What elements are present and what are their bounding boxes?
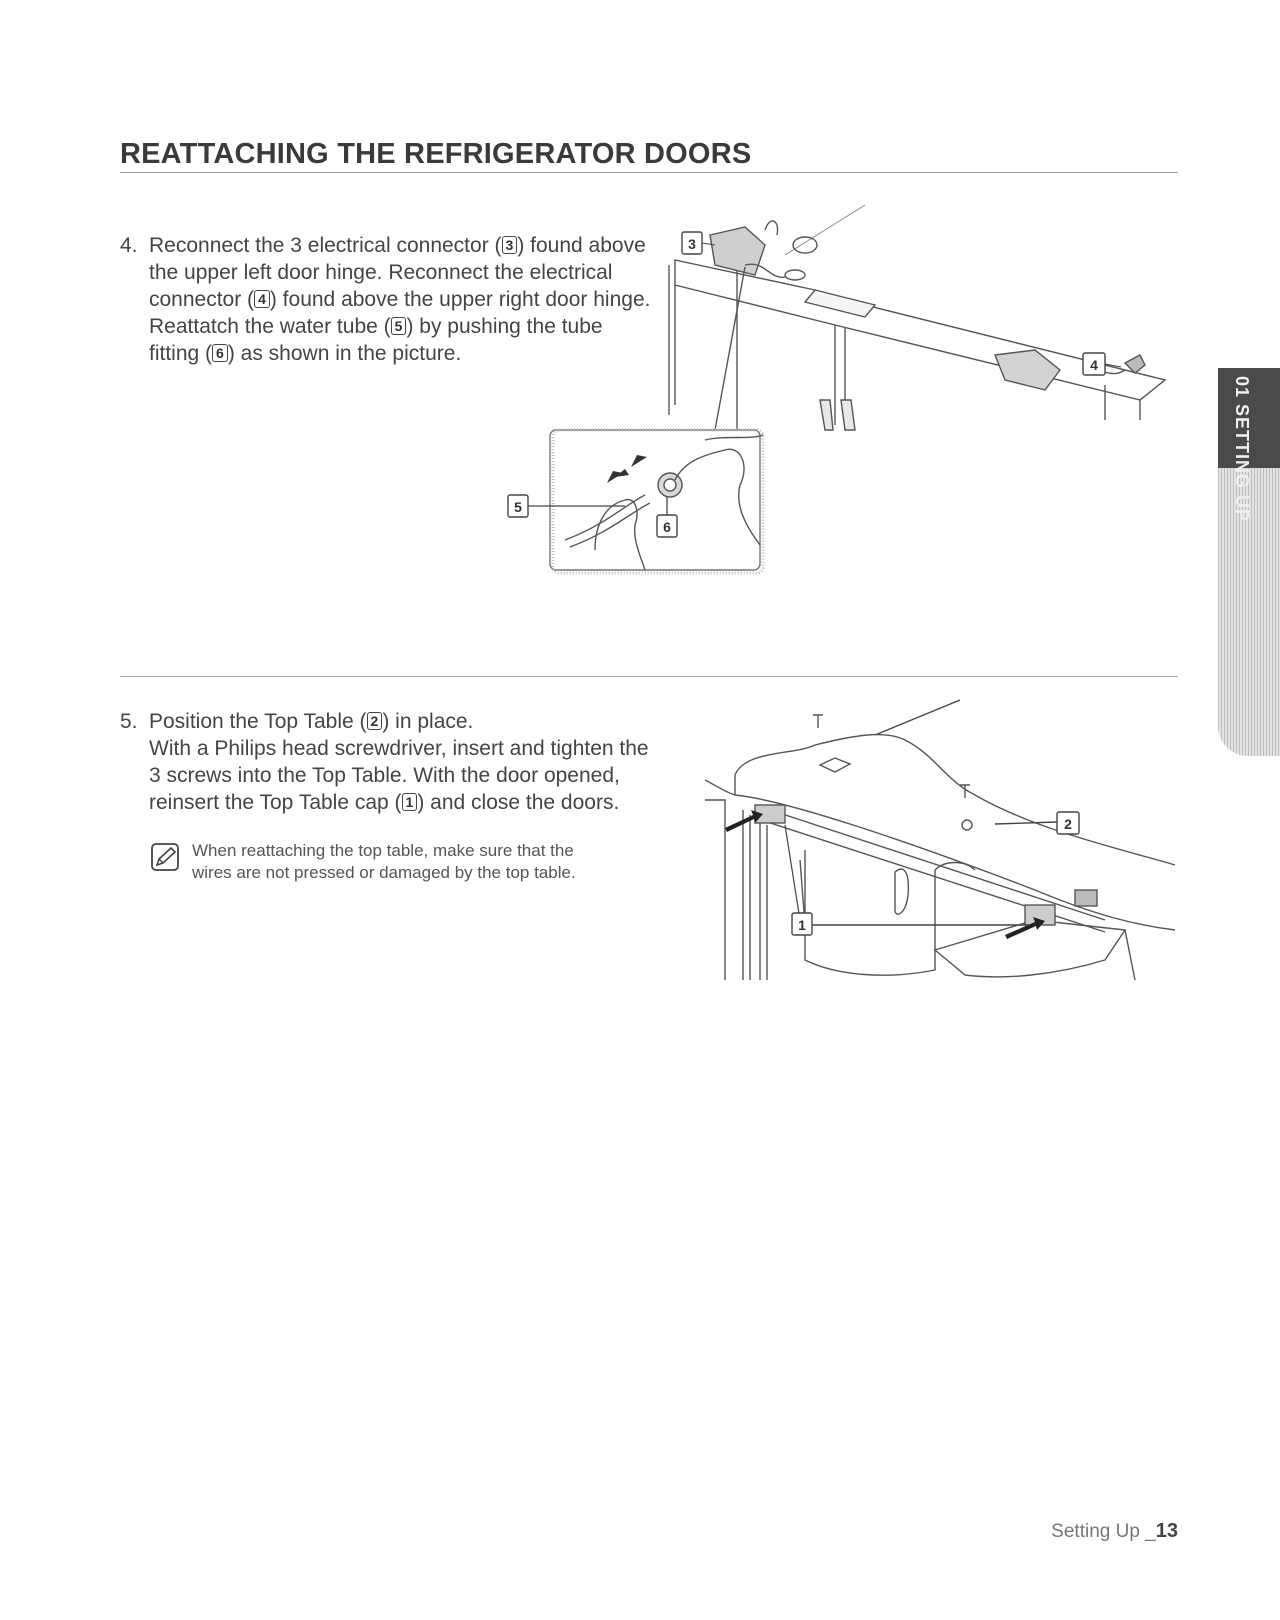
note-icon bbox=[150, 842, 180, 872]
section-divider bbox=[120, 676, 1178, 677]
chapter-label: 01 SETTING UP bbox=[1232, 376, 1252, 523]
page-footer bbox=[1051, 1520, 1178, 1543]
note-text: When reattaching the top table, make sure that the wires are not pressed or damaged by the top table. bbox=[192, 841, 576, 882]
callout-ref-1: 1 bbox=[402, 793, 418, 811]
figure-door-connectors bbox=[514, 205, 1205, 595]
callout-ref-4: 4 bbox=[254, 290, 270, 308]
chapter-side-tab bbox=[1218, 368, 1280, 756]
step-4-number: 4. bbox=[120, 234, 138, 257]
svg-text:1: 1 bbox=[798, 917, 806, 933]
svg-text:4: 4 bbox=[1090, 357, 1098, 373]
step-5-number: 5. bbox=[120, 710, 138, 733]
callout-ref-5: 5 bbox=[391, 317, 407, 335]
footer-label: Setting Up _ bbox=[1051, 1521, 1156, 1542]
svg-text:5: 5 bbox=[514, 499, 522, 515]
svg-text:3: 3 bbox=[688, 236, 696, 252]
callout-ref-3: 3 bbox=[502, 236, 518, 254]
svg-text:6: 6 bbox=[663, 519, 671, 535]
callout-4 bbox=[1083, 353, 1121, 375]
title-divider bbox=[120, 172, 1178, 173]
step-5-text: Position the Top Table ( 2 ) in place. With a Philips head screwdriver, insert and tighten the 3 screws into the Top Table. With the door opened, reinsert the Top Table cap ( 1 ) and close the doors. bbox=[149, 710, 649, 814]
callout-1 bbox=[792, 913, 812, 935]
callout-ref-2: 2 bbox=[367, 712, 383, 730]
page-number: 13 bbox=[1155, 1520, 1178, 1542]
section-title: REATTACHING THE REFRIGERATOR DOORS bbox=[120, 138, 752, 170]
callout-6 bbox=[657, 515, 677, 537]
step-4-text: Reconnect the 3 electrical connector ( 3 ) found above the upper left door hinge. Reconnect the electrical connector ( 4 ) found above the upper right door hinge. Reattatch the water tube ( 5 ) by pushing the tube fitting ( 6 ) as shown in the picture. bbox=[149, 234, 651, 365]
callout-ref-6: 6 bbox=[212, 344, 228, 362]
figure-top-table bbox=[705, 700, 1180, 1012]
svg-text:2: 2 bbox=[1064, 816, 1072, 832]
callout-5 bbox=[508, 495, 528, 517]
callout-2 bbox=[1057, 812, 1079, 834]
